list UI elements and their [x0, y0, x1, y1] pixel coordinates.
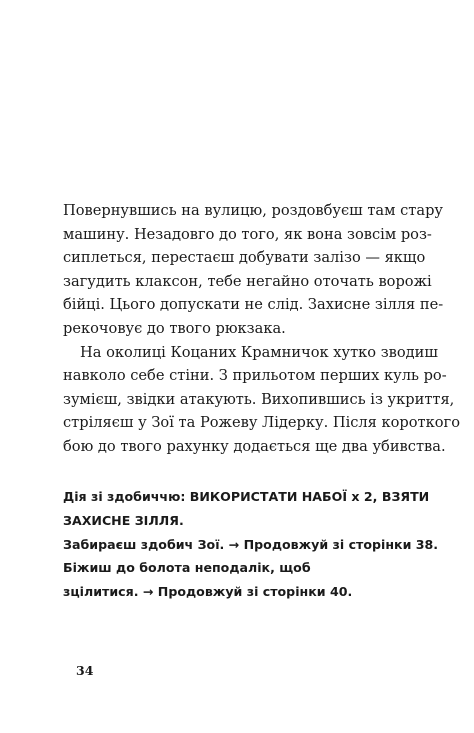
paragraph-2: [63, 341, 460, 459]
text-line: стріляєш у Зої та Рожеву Лідерку. Після короткого: [63, 414, 460, 432]
paragraph-1: [63, 199, 444, 341]
choice-option-2-continued: зцілитися. → Продовжуй зі сторінки 40.: [63, 584, 353, 600]
text-line: бою до твого рахунку додається ще два убивства.: [63, 437, 446, 455]
text-line: загудить клаксон, тебе негайно оточать ворожі: [63, 272, 432, 290]
loot-action-continued: ЗАХИСНЕ ЗІЛЛЯ.: [63, 512, 184, 528]
text-line: бійці. Цього допускати не слід. Захисне зілля пе-: [63, 296, 444, 314]
text-line: зумієш, звідки атакують. Вихопившись із укриття,: [63, 390, 455, 408]
story-text: [63, 199, 460, 459]
page-number: 34: [76, 663, 94, 678]
text-line: рекочовує до твого рюкзака.: [63, 319, 286, 337]
text-line: Повернувшись на вулицю, роздовбуєш там стару: [63, 202, 443, 219]
text-line: навколо себе стіни. З прильотом перших куль ро-: [63, 367, 447, 385]
choice-option-2: Біжиш до болота неподалік, щоб: [63, 560, 311, 576]
choice-option-1: Забираєш здобич Зої. → Продовжуй зі сторінки 38.: [63, 536, 439, 552]
text-line: машину. Незадовго до того, як вона зовсім роз-: [63, 225, 432, 243]
loot-action: Дія зі здобиччю: ВИКОРИСТАТИ НАБОЇ x 2, ВЗЯТИ: [63, 489, 430, 504]
text-line: На околиці Коцаних Крамничок хутко зводиш: [80, 343, 438, 361]
text-line: сиплеться, перестаєш добувати залізо — якщо: [63, 249, 426, 267]
choice-block: [63, 485, 439, 604]
